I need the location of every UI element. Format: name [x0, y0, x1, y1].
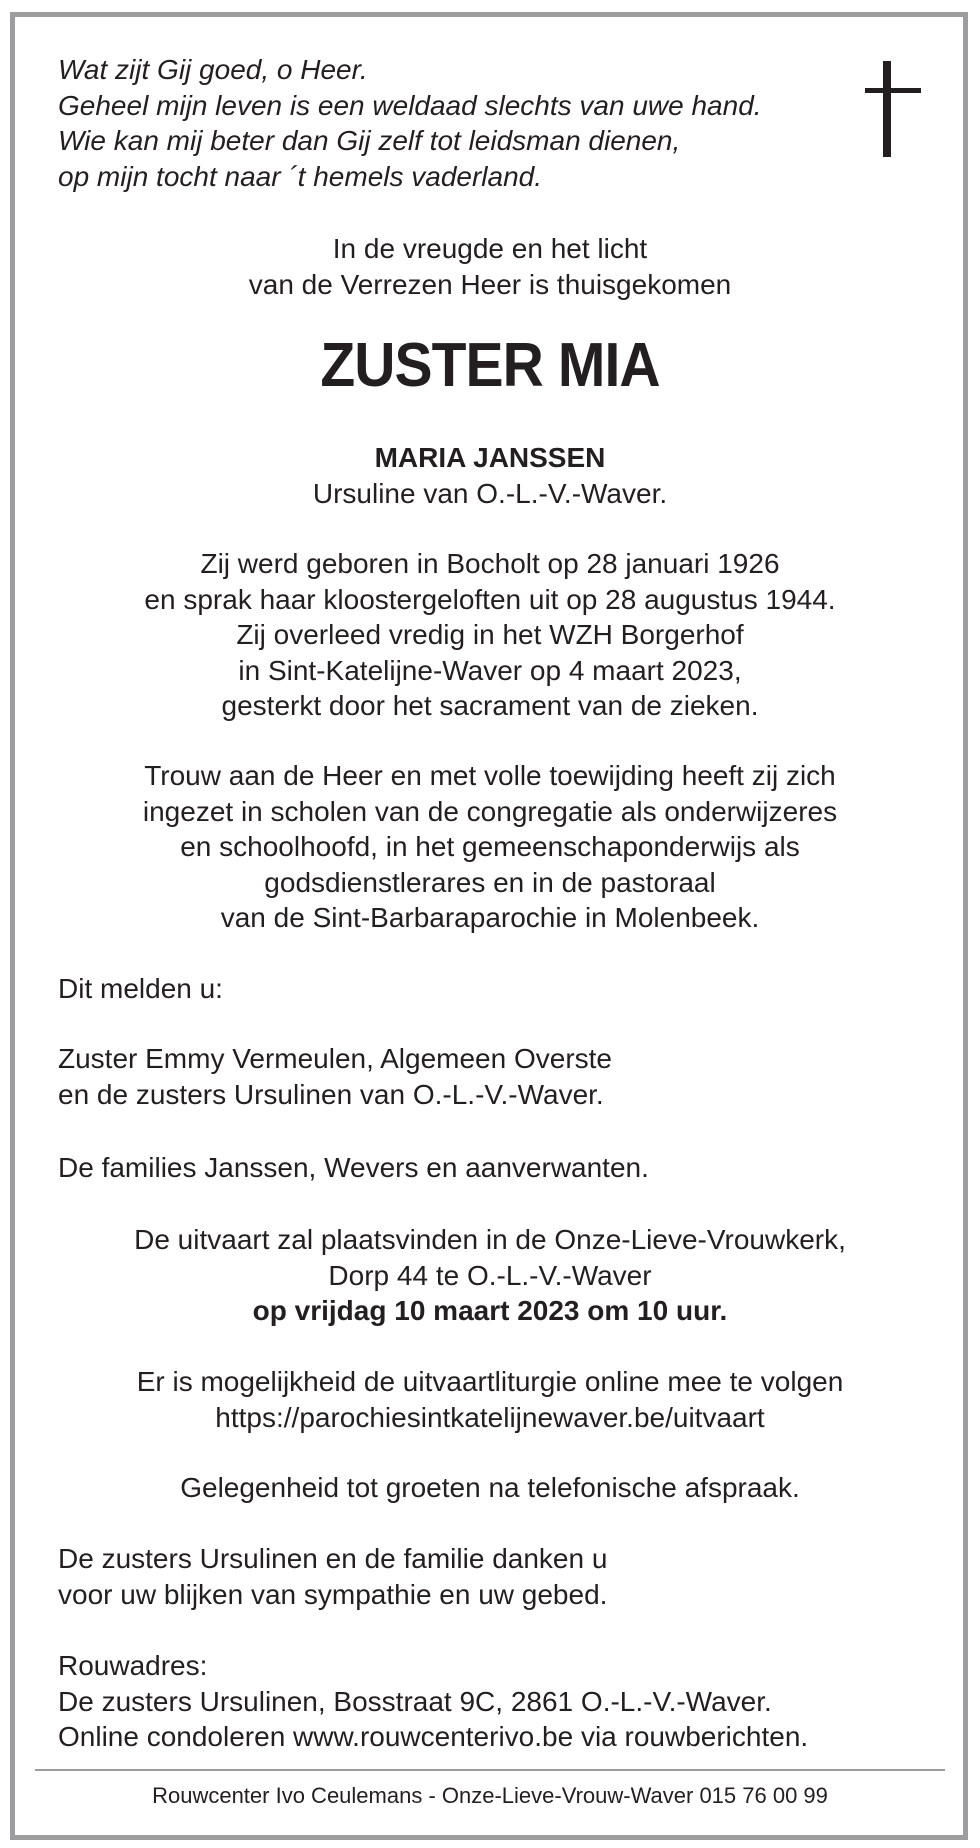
biography	[0, 546, 980, 724]
online-link[interactable]: https://parochiesintkatelijnewaver.be/uitvaart	[215, 1401, 765, 1433]
families: De families Janssen, Wevers en aanverwanten.	[58, 1152, 649, 1183]
poem-line: Geheel mijn leven is een weldaad slechts van uwe hand.	[58, 89, 762, 121]
greeting: Gelegenheid tot groeten na telefonische afspraak.	[180, 1472, 800, 1503]
announce: Dit melden u:	[58, 973, 223, 1004]
thanks	[58, 1541, 607, 1612]
deceased-title: ZUSTER MIA	[320, 331, 660, 400]
online-info	[0, 1364, 980, 1435]
order: Ursuline van O.-L.-V.-Waver.	[312, 477, 668, 509]
bio-line: in Sint-Katelijne-Waver op 4 maart 2023,	[238, 654, 742, 686]
bio-line: Zij overleed vredig in het WZH Borgerhof	[236, 619, 744, 650]
intro-line: van de Verrezen Heer is thuisgekomen	[248, 268, 732, 300]
thanks-line: voor uw blijken van sympathie en uw gebed.	[58, 1578, 608, 1610]
intro	[0, 231, 980, 302]
funeral-date: op vrijdag 10 maart 2023 om 10 uur.	[252, 1295, 728, 1326]
thanks-line: De zusters Ursulinen en de familie danken u	[58, 1543, 608, 1574]
funeral-line: De uitvaart zal plaatsvinden in de Onze-Lieve-Vrouwkerk,	[134, 1224, 846, 1255]
service	[0, 758, 980, 936]
sisters-line: en de zusters Ursulinen van O.-L.-V.-Waver.	[58, 1078, 604, 1110]
service-line: en schoolhoofd, in het gemeenschaponderwijs als	[180, 831, 800, 862]
poem-line: Wie kan mij beter dan Gij zelf tot leidsman dienen,	[58, 125, 681, 156]
bio-line: Zij werd geboren in Bocholt op 28 januari 1926	[200, 548, 780, 579]
identity	[0, 440, 980, 511]
address	[58, 1648, 808, 1755]
online-line: Er is mogelijkheid de uitvaartliturgie online mee te volgen	[136, 1366, 844, 1397]
funeral-line: Dorp 44 te O.-L.-V.-Waver	[328, 1259, 652, 1291]
bio-line: en sprak haar kloostergeloften uit op 28 augustus 1944.	[144, 583, 836, 615]
service-line: godsdienstlerares en in de pastoraal	[264, 866, 716, 898]
address-line: De zusters Ursulinen, Bosstraat 9C, 2861 O.-L.-V.-Waver.	[58, 1685, 772, 1717]
intro-line: In de vreugde en het licht	[332, 233, 648, 264]
sisters-line: Zuster Emmy Vermeulen, Algemeen Overste	[58, 1043, 612, 1074]
footer-divider	[35, 1769, 945, 1771]
address-label: Rouwadres:	[58, 1650, 208, 1681]
service-line: Trouw aan de Heer en met volle toewijding heeft zij zich	[144, 760, 836, 791]
poem-line: op mijn tocht naar ´t hemels vaderland.	[58, 160, 543, 192]
bio-line: gesterkt door het sacrament van de zieken.	[221, 690, 759, 721]
condolence-line[interactable]: Online condoleren www.rouwcenterivo.be via rouwberichten.	[58, 1721, 809, 1752]
sisters	[58, 1041, 612, 1112]
footer-funeral-home: Rouwcenter Ivo Ceulemans - Onze-Lieve-Vrouw-Waver 015 76 00 99	[152, 1783, 828, 1808]
funeral	[0, 1222, 980, 1329]
poem	[58, 52, 762, 194]
service-line: van de Sint-Barbaraparochie in Molenbeek.	[220, 902, 760, 933]
service-line: ingezet in scholen van de congregatie als onderwijzeres	[142, 795, 838, 827]
poem-line: Wat zijt Gij goed, o Heer.	[58, 54, 368, 85]
full-name: MARIA JANSSEN	[374, 442, 606, 473]
